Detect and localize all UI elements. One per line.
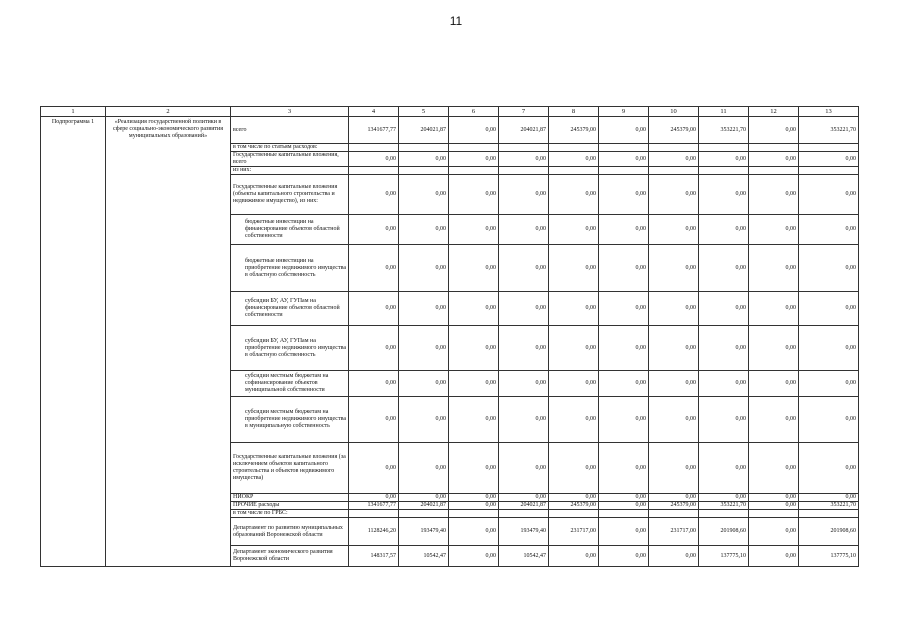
value-cell: 0,00: [449, 117, 499, 144]
value-cell: 0,00: [549, 152, 599, 167]
value-cell: 0,00: [599, 546, 649, 567]
value-cell: [499, 167, 549, 175]
value-cell: 0,00: [399, 443, 449, 494]
value-cell: 0,00: [599, 397, 649, 443]
value-cell: 0,00: [599, 152, 649, 167]
value-cell: [449, 144, 499, 152]
value-cell: [599, 144, 649, 152]
value-cell: 10542,47: [499, 546, 549, 567]
value-cell: 0,00: [749, 152, 799, 167]
value-cell: 245379,00: [549, 502, 599, 510]
value-cell: 0,00: [699, 494, 749, 502]
value-cell: 0,00: [499, 494, 549, 502]
value-cell: 1128246,20: [349, 518, 399, 546]
row-label: Государственные капитальные вложения (за исключением объектов капитального строительства и объектов недвижимого имущества): [231, 443, 349, 494]
value-cell: 0,00: [649, 326, 699, 371]
value-cell: 0,00: [649, 494, 699, 502]
value-cell: 1341677,77: [349, 502, 399, 510]
value-cell: 0,00: [349, 326, 399, 371]
value-cell: 0,00: [449, 245, 499, 292]
value-cell: [749, 144, 799, 152]
value-cell: 353221,70: [699, 502, 749, 510]
value-cell: 0,00: [749, 443, 799, 494]
value-cell: 0,00: [799, 371, 859, 397]
value-cell: 0,00: [649, 397, 699, 443]
value-cell: 0,00: [599, 443, 649, 494]
value-cell: [549, 144, 599, 152]
column-header-4: 4: [349, 107, 399, 117]
value-cell: 0,00: [649, 245, 699, 292]
row-label: субсидии местным бюджетам на софинансирование объектов муниципальной собственности: [231, 371, 349, 397]
value-cell: 0,00: [549, 443, 599, 494]
value-cell: [349, 144, 399, 152]
value-cell: 0,00: [349, 494, 399, 502]
value-cell: 0,00: [649, 152, 699, 167]
value-cell: [449, 167, 499, 175]
column-header-8: 8: [549, 107, 599, 117]
value-cell: 0,00: [449, 546, 499, 567]
value-cell: [549, 167, 599, 175]
value-cell: [399, 510, 449, 518]
column-header-5: 5: [399, 107, 449, 117]
row-label: всего: [231, 117, 349, 144]
value-cell: 204021,87: [399, 117, 449, 144]
value-cell: 0,00: [799, 215, 859, 245]
value-cell: 0,00: [599, 245, 649, 292]
value-cell: [499, 144, 549, 152]
value-cell: 0,00: [749, 245, 799, 292]
value-cell: 204021,87: [499, 117, 549, 144]
value-cell: 0,00: [499, 292, 549, 326]
value-cell: 0,00: [599, 292, 649, 326]
row-label: ПРОЧИЕ расходы: [231, 502, 349, 510]
value-cell: [699, 510, 749, 518]
value-cell: 0,00: [599, 117, 649, 144]
value-cell: 0,00: [549, 175, 599, 215]
value-cell: 204021,87: [399, 502, 449, 510]
value-cell: 0,00: [499, 397, 549, 443]
value-cell: 0,00: [649, 175, 699, 215]
value-cell: 0,00: [749, 518, 799, 546]
value-cell: 0,00: [549, 371, 599, 397]
value-cell: [749, 167, 799, 175]
value-cell: 0,00: [399, 397, 449, 443]
value-cell: 0,00: [449, 502, 499, 510]
value-cell: 245379,00: [549, 117, 599, 144]
column-header-11: 11: [699, 107, 749, 117]
value-cell: 0,00: [349, 175, 399, 215]
value-cell: 0,00: [349, 152, 399, 167]
value-cell: 0,00: [449, 292, 499, 326]
value-cell: [799, 144, 859, 152]
value-cell: 193479,40: [499, 518, 549, 546]
value-cell: 10542,47: [399, 546, 449, 567]
value-cell: 0,00: [799, 292, 859, 326]
value-cell: 0,00: [649, 215, 699, 245]
value-cell: 0,00: [799, 245, 859, 292]
row-label: Государственные капитальные вложения, всего: [231, 152, 349, 167]
value-cell: 1341677,77: [349, 117, 399, 144]
value-cell: 0,00: [749, 117, 799, 144]
value-cell: 0,00: [599, 494, 649, 502]
value-cell: 0,00: [399, 215, 449, 245]
value-cell: 0,00: [499, 371, 549, 397]
value-cell: 0,00: [799, 494, 859, 502]
value-cell: 0,00: [399, 371, 449, 397]
value-cell: 0,00: [699, 292, 749, 326]
program-code-cell: Подпрограмма 1: [41, 117, 106, 567]
row-label: Государственные капитальные вложения (объекты капитального строительства и недвижимое имущество), из них:: [231, 175, 349, 215]
column-header-13: 13: [799, 107, 859, 117]
value-cell: 0,00: [749, 215, 799, 245]
value-cell: 0,00: [349, 443, 399, 494]
value-cell: 0,00: [549, 397, 599, 443]
value-cell: 0,00: [749, 175, 799, 215]
value-cell: 0,00: [699, 152, 749, 167]
budget-table: [40, 106, 859, 567]
column-header-6: 6: [449, 107, 499, 117]
value-cell: 353221,70: [799, 502, 859, 510]
value-cell: [649, 510, 699, 518]
value-cell: [649, 144, 699, 152]
row-label: субсидии БУ, АУ, ГУПам на финансирование объектов областной собственности: [231, 292, 349, 326]
value-cell: 0,00: [799, 175, 859, 215]
value-cell: 0,00: [649, 443, 699, 494]
value-cell: 353221,70: [799, 117, 859, 144]
row-label: субсидии БУ, АУ, ГУПам на приобретение недвижимого имущества в областную собственность: [231, 326, 349, 371]
row-label: бюджетные инвестиции на приобретение недвижимого имущества в областную собственность: [231, 245, 349, 292]
value-cell: [399, 167, 449, 175]
table-row: [41, 117, 859, 144]
value-cell: 0,00: [349, 292, 399, 326]
value-cell: 0,00: [449, 371, 499, 397]
value-cell: [799, 510, 859, 518]
row-label: в том числе по ГРБС:: [231, 510, 349, 518]
value-cell: 0,00: [549, 546, 599, 567]
value-cell: 0,00: [599, 502, 649, 510]
value-cell: 0,00: [549, 494, 599, 502]
value-cell: 0,00: [499, 326, 549, 371]
value-cell: 0,00: [699, 443, 749, 494]
value-cell: 245379,00: [649, 117, 699, 144]
value-cell: 0,00: [649, 546, 699, 567]
value-cell: 0,00: [749, 371, 799, 397]
value-cell: [649, 167, 699, 175]
table-header-row: [41, 107, 859, 117]
column-header-7: 7: [499, 107, 549, 117]
value-cell: 0,00: [449, 397, 499, 443]
value-cell: 0,00: [799, 443, 859, 494]
value-cell: 0,00: [399, 152, 449, 167]
value-cell: [449, 510, 499, 518]
value-cell: 0,00: [349, 371, 399, 397]
value-cell: 0,00: [699, 397, 749, 443]
column-header-10: 10: [649, 107, 699, 117]
value-cell: 0,00: [449, 443, 499, 494]
value-cell: [349, 167, 399, 175]
row-label: субсидии местным бюджетам на приобретение недвижимого имущества в муниципальную собственность: [231, 397, 349, 443]
value-cell: 0,00: [449, 326, 499, 371]
value-cell: [749, 510, 799, 518]
value-cell: [599, 167, 649, 175]
value-cell: 0,00: [599, 518, 649, 546]
value-cell: 0,00: [499, 215, 549, 245]
value-cell: 0,00: [599, 326, 649, 371]
row-label: Департамент экономического развития Воронежской области: [231, 546, 349, 567]
value-cell: [349, 510, 399, 518]
value-cell: 148317,57: [349, 546, 399, 567]
value-cell: 0,00: [749, 546, 799, 567]
program-name-cell: «Реализация государственной политики в сфере социально-экономического развития муниципальных образований»: [106, 117, 231, 567]
value-cell: 0,00: [749, 397, 799, 443]
value-cell: [799, 167, 859, 175]
value-cell: 0,00: [499, 245, 549, 292]
value-cell: 0,00: [499, 175, 549, 215]
value-cell: 0,00: [449, 518, 499, 546]
value-cell: 0,00: [749, 502, 799, 510]
value-cell: 193479,40: [399, 518, 449, 546]
value-cell: 0,00: [599, 175, 649, 215]
value-cell: 0,00: [449, 152, 499, 167]
value-cell: 0,00: [749, 494, 799, 502]
value-cell: 204021,87: [499, 502, 549, 510]
row-label: Департамент по развитию муниципальных образований Воронежской области: [231, 518, 349, 546]
value-cell: 231717,00: [649, 518, 699, 546]
value-cell: 0,00: [549, 245, 599, 292]
value-cell: 137775,10: [699, 546, 749, 567]
value-cell: 0,00: [699, 371, 749, 397]
row-label: в том числе по статьям расходов:: [231, 144, 349, 152]
value-cell: 231717,00: [549, 518, 599, 546]
value-cell: 0,00: [399, 292, 449, 326]
value-cell: 0,00: [699, 245, 749, 292]
column-header-2: 2: [106, 107, 231, 117]
value-cell: 0,00: [449, 175, 499, 215]
value-cell: 0,00: [599, 215, 649, 245]
value-cell: 0,00: [699, 215, 749, 245]
value-cell: 0,00: [799, 397, 859, 443]
value-cell: 0,00: [549, 292, 599, 326]
value-cell: 0,00: [749, 326, 799, 371]
value-cell: 0,00: [399, 326, 449, 371]
value-cell: 0,00: [349, 215, 399, 245]
value-cell: 0,00: [399, 494, 449, 502]
value-cell: 0,00: [549, 215, 599, 245]
value-cell: 0,00: [399, 245, 449, 292]
value-cell: 0,00: [599, 371, 649, 397]
value-cell: [699, 144, 749, 152]
value-cell: 0,00: [699, 175, 749, 215]
row-label: НИОКР: [231, 494, 349, 502]
value-cell: 0,00: [699, 326, 749, 371]
value-cell: 0,00: [649, 371, 699, 397]
value-cell: 353221,70: [699, 117, 749, 144]
value-cell: 0,00: [549, 326, 599, 371]
page-number: 11: [449, 14, 463, 28]
value-cell: 245379,00: [649, 502, 699, 510]
value-cell: 0,00: [399, 175, 449, 215]
value-cell: [499, 510, 549, 518]
column-header-1: 1: [41, 107, 106, 117]
value-cell: 0,00: [349, 397, 399, 443]
value-cell: [599, 510, 649, 518]
value-cell: [549, 510, 599, 518]
value-cell: 0,00: [349, 245, 399, 292]
value-cell: [399, 144, 449, 152]
value-cell: 201908,60: [699, 518, 749, 546]
value-cell: 0,00: [749, 292, 799, 326]
row-label: из них:: [231, 167, 349, 175]
value-cell: 137775,10: [799, 546, 859, 567]
value-cell: 0,00: [649, 292, 699, 326]
value-cell: 0,00: [799, 152, 859, 167]
column-header-12: 12: [749, 107, 799, 117]
value-cell: 0,00: [449, 494, 499, 502]
row-label: бюджетные инвестиции на финансирование объектов областной собственности: [231, 215, 349, 245]
column-header-3: 3: [231, 107, 349, 117]
value-cell: 0,00: [449, 215, 499, 245]
value-cell: 0,00: [499, 443, 549, 494]
value-cell: 201908,60: [799, 518, 859, 546]
value-cell: 0,00: [799, 326, 859, 371]
value-cell: 0,00: [499, 152, 549, 167]
value-cell: [699, 167, 749, 175]
column-header-9: 9: [599, 107, 649, 117]
